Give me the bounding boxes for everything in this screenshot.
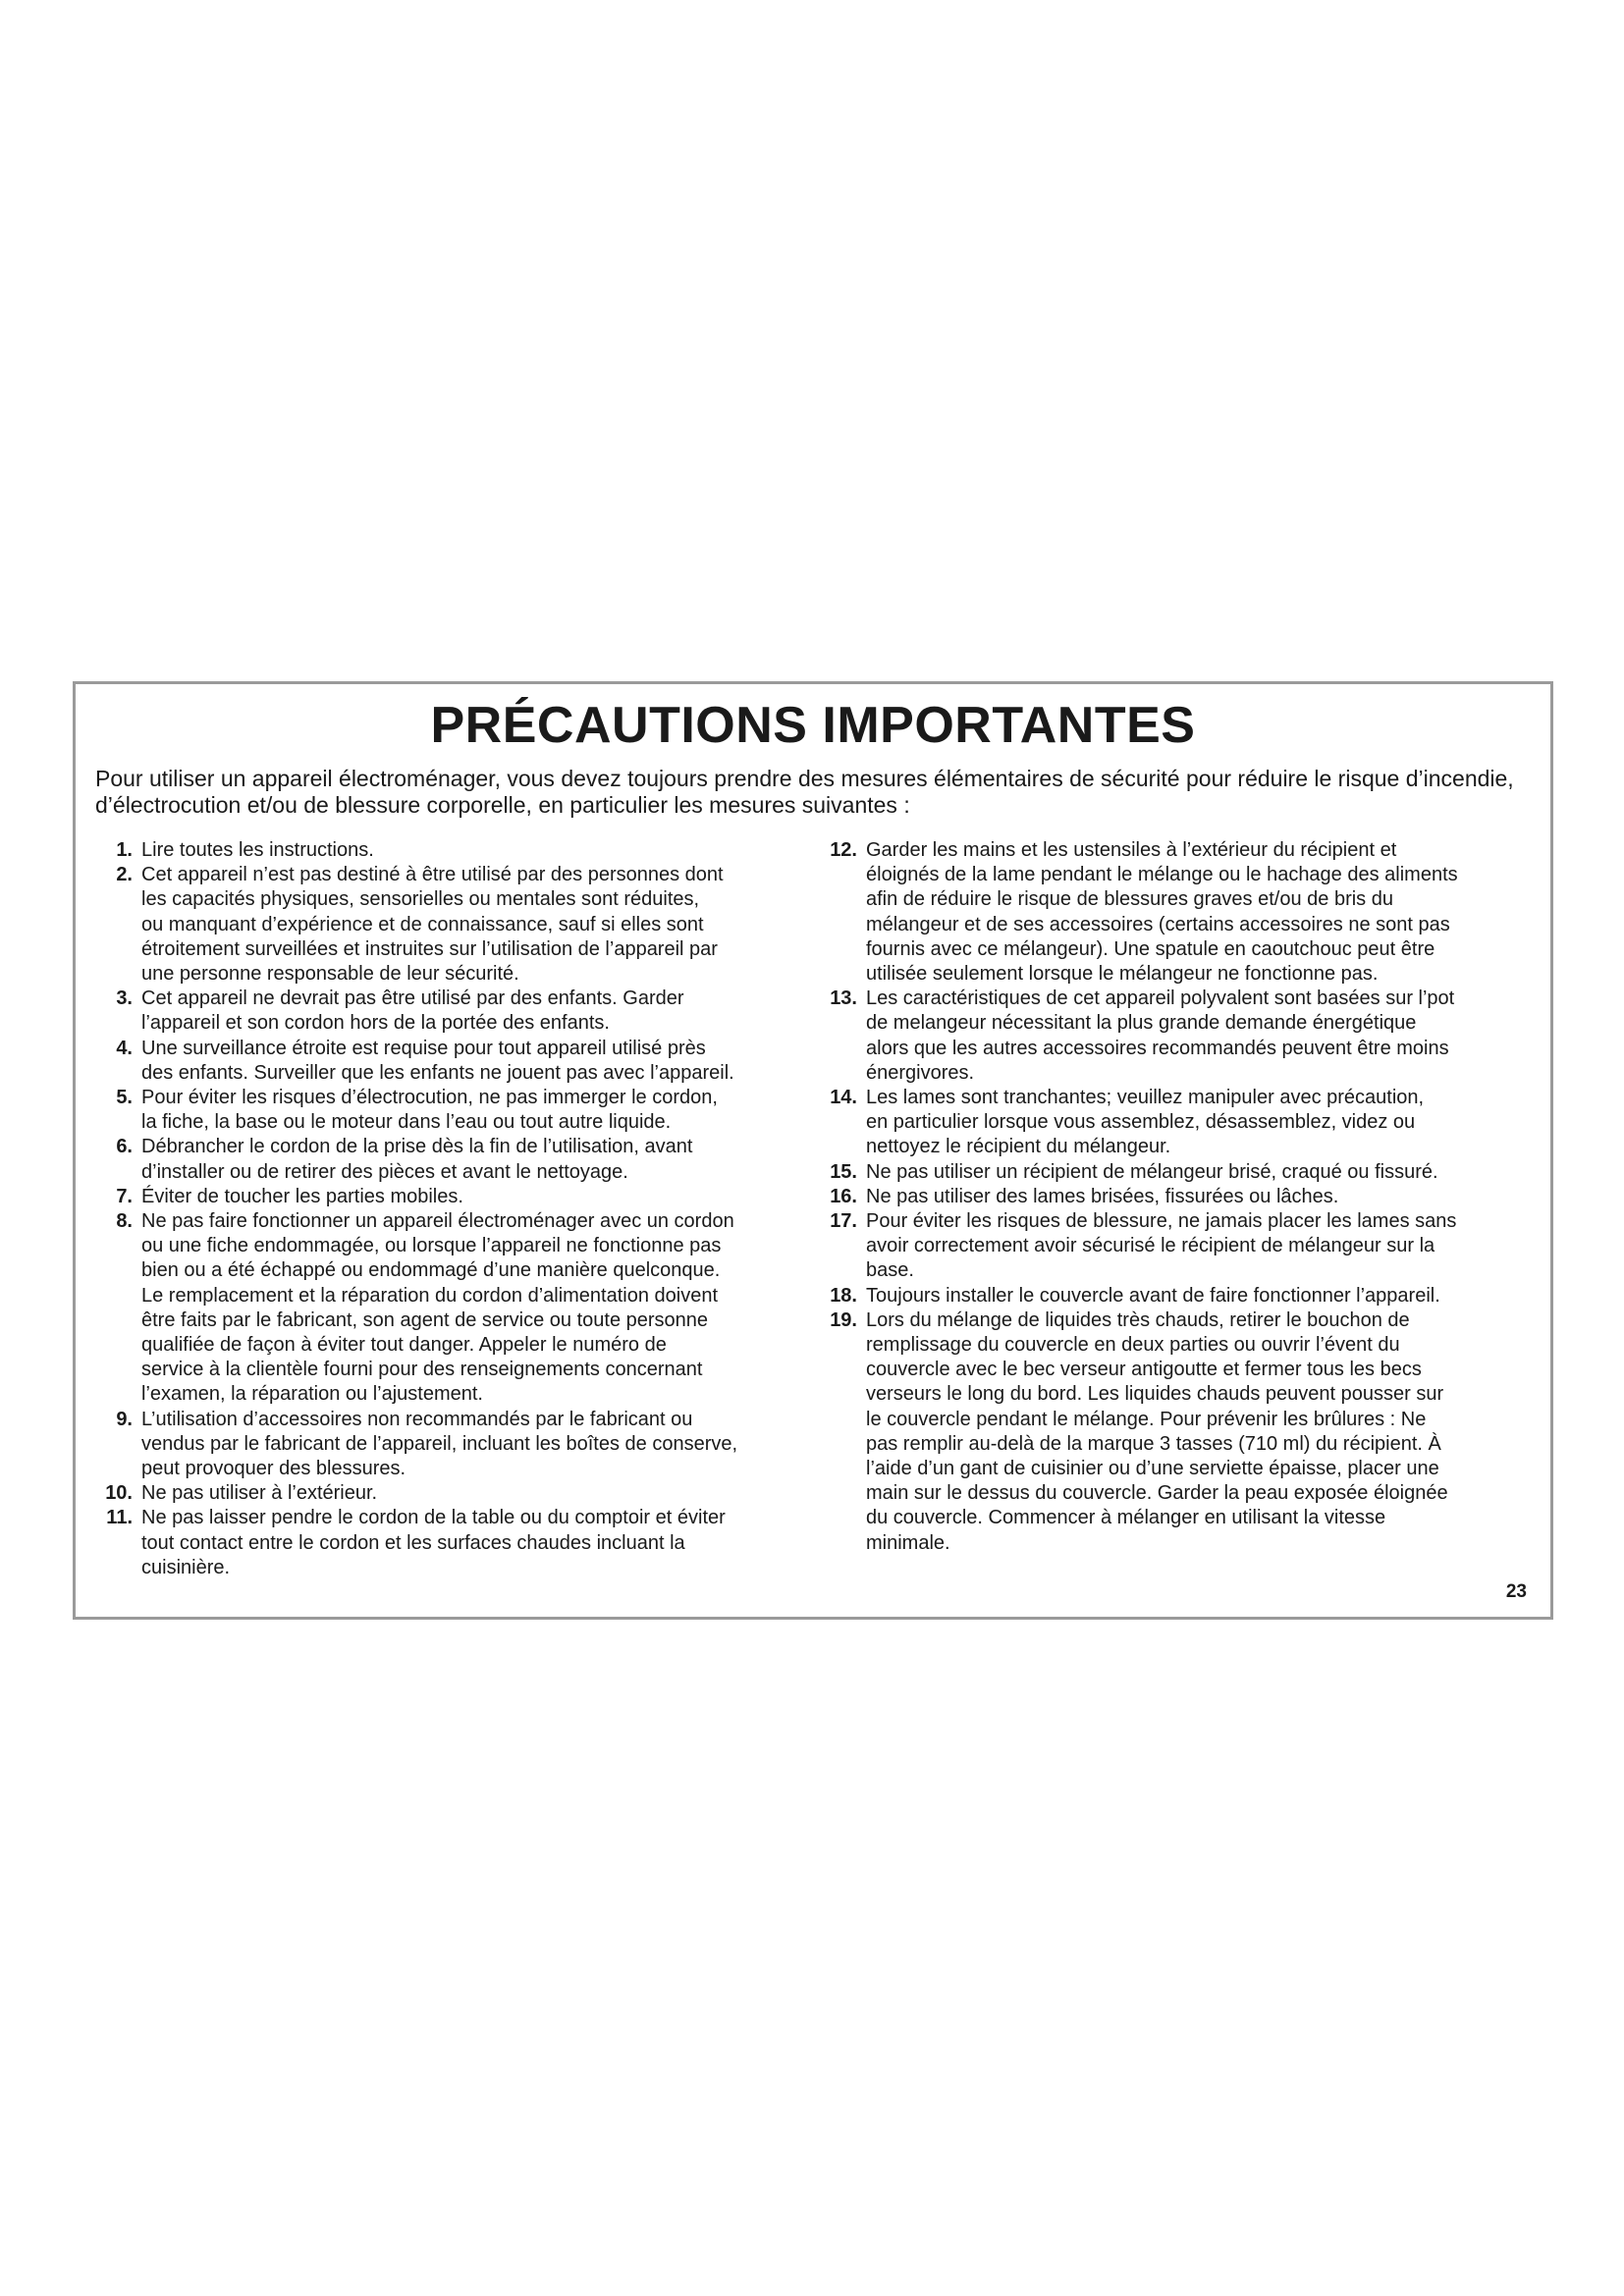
item-number: 5.: [116, 1087, 133, 1109]
instructions-list-right: [822, 838, 1534, 1556]
item-text: Pour éviter les risques d’électrocution, ne pas immerger le cordon, la fiche, la base ou le moteur dans l’eau ou tout autre liquide.: [141, 1087, 718, 1134]
item-text: L’utilisation d’accessoires non recommandés par le fabricant ou vendus par le fabricant de l’appareil, incluant les boîtes de conserve, peut provoquer des blessures.: [141, 1408, 738, 1480]
list-item: [93, 1086, 795, 1135]
safety-panel: [73, 681, 1553, 1620]
item-number: 10.: [105, 1482, 133, 1505]
item-number: 7.: [116, 1185, 133, 1207]
instructions-list-left: [93, 838, 795, 1580]
item-number: 8.: [116, 1210, 133, 1233]
list-item: [822, 1185, 1534, 1209]
item-text: Lire toutes les instructions.: [141, 839, 374, 861]
list-item: [93, 838, 795, 863]
list-item: [822, 1284, 1534, 1308]
item-text: Garder les mains et les ustensiles à l’extérieur du récipient et éloignés de la lame pendant le mélange ou le hachage des aliments afin de réduire le risque de blessures graves et/ou de bris du mélangeur et de ses accessoires (certains accessoires ne sont pas fournis avec ce mélangeur). Une spatule en caoutchouc peut être utilisée seulement lorsque le mélangeur ne fonctionne pas.: [866, 839, 1458, 986]
item-text: Ne pas utiliser un récipient de mélangeur brisé, craqué ou fissuré.: [866, 1160, 1438, 1183]
item-number: 17.: [830, 1210, 857, 1233]
intro-paragraph: Pour utiliser un appareil électroménager, vous devez toujours prendre des mesures élémentaires de sécurité pour réduire le risque d’incendie, d’électrocution et/ou de blessure corporelle, en particulier les mesures suivantes :: [95, 766, 1514, 818]
list-item: [822, 1160, 1534, 1185]
item-number: 14.: [830, 1087, 857, 1109]
item-number: 3.: [116, 988, 133, 1010]
page-number: 23: [1505, 1581, 1527, 1602]
list-item: [822, 838, 1534, 987]
item-text: Les lames sont tranchantes; veuillez manipuler avec précaution, en particulier lorsque vous assemblez, désassemblez, videz ou nettoyez le récipient du mélangeur.: [866, 1087, 1425, 1158]
item-text: Ne pas laisser pendre le cordon de la table ou du comptoir et éviter tout contact entre le cordon et les surfaces chaudes incluant la cuisinière.: [141, 1507, 726, 1578]
list-item: [93, 863, 795, 987]
list-item: [93, 1506, 795, 1580]
item-text: Éviter de toucher les parties mobiles.: [141, 1185, 463, 1207]
item-text: Toujours installer le couvercle avant de faire fonctionner l’appareil.: [866, 1284, 1440, 1307]
list-item: [822, 987, 1534, 1086]
item-number: 1.: [116, 839, 133, 861]
page-title: PRÉCAUTIONS IMPORTANTES: [430, 697, 1196, 754]
item-number: 18.: [830, 1284, 857, 1307]
item-text: Les caractéristiques de cet appareil polyvalent sont basées sur l’pot de melangeur nécessitant la plus grande demande énergétique alors que les autres accessoires recommandés peuvent être moins énergivores.: [866, 988, 1455, 1084]
item-text: Débrancher le cordon de la prise dès la fin de l’utilisation, avant d’installer ou de retirer des pièces et avant le nettoyage.: [141, 1136, 693, 1183]
item-text: Ne pas faire fonctionner un appareil électroménager avec un cordon ou une fiche endommagée, ou lorsque l’appareil ne fonctionne pas bien ou a été échappé ou endommagé d’une manière quelconque. Le remplacement et la réparation du cordon d’alimentation doivent être faits par le fabricant, son agent de service ou toute personne qualifiée de façon à éviter tout danger. Appeler le numéro de service à la clientèle fourni pour des renseignements concernant l’examen, la réparation ou l’ajustement.: [141, 1210, 734, 1406]
list-item: [93, 1481, 795, 1506]
list-item: [822, 1086, 1534, 1160]
list-item: [822, 1209, 1534, 1284]
list-item: [93, 1037, 795, 1086]
item-text: Ne pas utiliser des lames brisées, fissurées ou lâches.: [866, 1185, 1339, 1207]
item-text: Une surveillance étroite est requise pour tout appareil utilisé près des enfants. Surveiller que les enfants ne jouent pas avec l’appareil.: [141, 1037, 734, 1084]
list-item: [93, 1185, 795, 1209]
item-number: 15.: [830, 1160, 857, 1183]
item-number: 13.: [830, 988, 857, 1010]
item-text: Cet appareil ne devrait pas être utilisé par des enfants. Garder l’appareil et son cordon hors de la portée des enfants.: [141, 988, 684, 1035]
item-text: Cet appareil n’est pas destiné à être utilisé par des personnes dont les capacités physiques, sensorielles ou mentales sont réduites, ou manquant d’expérience et de connaissance, sauf si elles sont étroitement surveillées et instruites sur l’utilisation de l’appareil par une personne responsable de leur sécurité.: [141, 864, 724, 986]
item-number: 9.: [116, 1408, 133, 1430]
list-item: [822, 1308, 1534, 1556]
item-number: 2.: [116, 864, 133, 886]
item-number: 4.: [116, 1037, 133, 1059]
list-item: [93, 1135, 795, 1184]
list-item: [93, 1408, 795, 1482]
item-text: Ne pas utiliser à l’extérieur.: [141, 1482, 378, 1505]
item-text: Pour éviter les risques de blessure, ne jamais placer les lames sans avoir correctement avoir sécurisé le récipient de mélangeur sur la base.: [866, 1210, 1457, 1282]
item-number: 19.: [830, 1308, 857, 1331]
item-number: 6.: [116, 1136, 133, 1158]
item-number: 12.: [830, 839, 857, 861]
item-text: Lors du mélange de liquides très chauds, retirer le bouchon de remplissage du couvercle en deux parties ou ouvrir l’évent du couvercle avec le bec verseur antigoutte et fermer tous les becs verseurs le long du bord. Les liquides chauds peuvent pousser sur le couvercle pendant le mélange. Pour prévenir les brûlures : Ne pas remplir au-delà de la marque 3 tasses (710 ml) du récipient. À l’aide d’un gant de cuisinier ou d’une serviette épaisse, placer une main sur le dessus du couvercle. Garder la peau exposée éloignée du couvercle. Commencer à mélanger en utilisant la vitesse minimale.: [866, 1308, 1448, 1554]
list-item: [93, 987, 795, 1036]
list-item: [93, 1209, 795, 1408]
item-number: 16.: [830, 1185, 857, 1207]
item-number: 11.: [106, 1507, 133, 1529]
